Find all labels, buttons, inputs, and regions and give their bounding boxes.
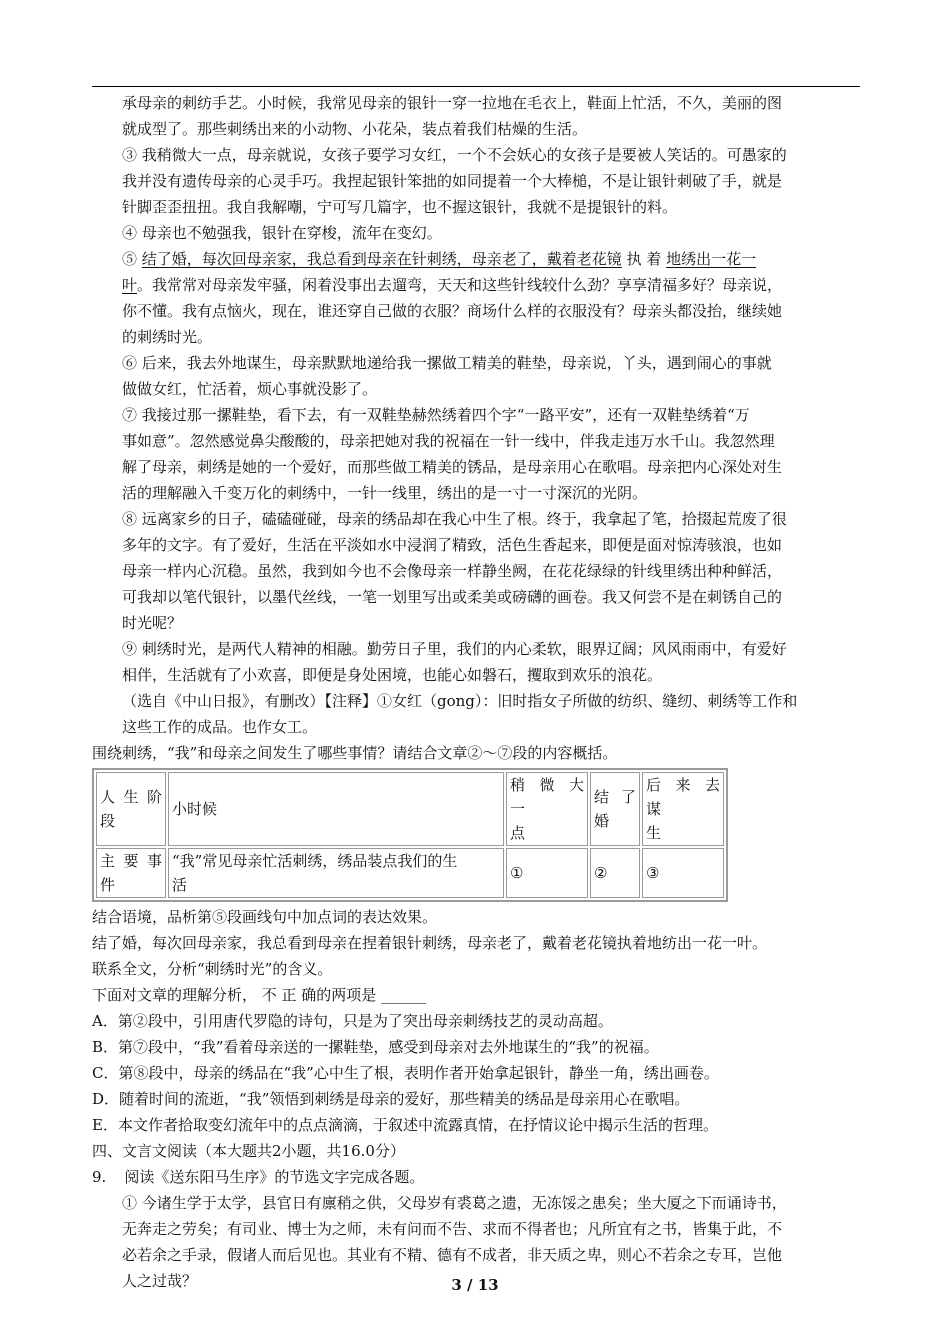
table-cell: 主 要 事 件 [96,848,166,898]
table-cell: ① [506,848,588,898]
question-2-sentence: 结了婚，每次回母亲家，我总看到母亲在捏着银针刺绣，母亲老了，戴着老花镜执着地纺出一花一叶。 [92,934,768,952]
table-cell: 人 生 阶 段 [96,772,166,846]
source-note: （选自《中山日报》，有删改）【注释】①女红（gong）：旧时指女子所做的纺织、缝纫、刺绣等工作和 [122,692,798,710]
paragraph-7: ⑦ 我接过那一摞鞋垫，看下去，有一双鞋垫赫然绣着四个字“一路平安”，还有一双鞋垫绣着“万 [122,406,750,424]
underlined-sentence: 结了婚，每次回母亲家，我总看到母亲在针刺绣，母亲老了，戴着老花镜 [141,250,622,268]
section-4-title: 四、文言文阅读（本大题共2小题，共16.0分） [92,1142,405,1160]
summary-table [92,768,728,902]
option-e: E．本文作者拾取变幻流年中的点点滴滴，于叙述中流露真情，在抒情议论中揭示生活的哲理。 [92,1116,718,1134]
table-cell: 后 来 去 谋 生 [642,772,724,846]
paragraph-4: ④ 母亲也不勉强我，银针在穿梭，流年在变幻。 [122,224,442,242]
table-cell: ③ [642,848,724,898]
table-cell: 小时候 [168,772,504,846]
paragraph-8: ⑧ 远离家乡的日子，磕磕碰碰，母亲的绣品却在我心中生了根。终于，我拿起了笔，拾掇起荒废了很 [122,510,787,528]
table-cell: ② [590,848,640,898]
table-cell: 结 了 婚 [590,772,640,846]
question-4-prompt: 下面对文章的理解分析， 不 正 确的两项是 ______ [92,986,427,1004]
paragraph-2-cont: 承母亲的刺纺手艺。小时候，我常见母亲的银针一穿一拉地在毛衣上，鞋面上忙活，不久，美丽的图 [122,94,783,112]
question-1-prompt: 围绕刺绣，“我”和母亲之间发生了哪些事情？请结合文章②～⑦段的内容概括。 [92,744,618,762]
header-rule [92,86,860,87]
option-c: C．第⑧段中，母亲的绣品在“我”心中生了根，表明作者开始拿起银针，静坐一角，绣出画卷。 [92,1064,719,1082]
page-content: 承母亲的刺纺手艺。小时候，我常见母亲的银针一穿一拉地在毛衣上，鞋面上忙活，不久，美丽的图 就成型了。那些刺绣出来的小动物、小花朵，装点着我们枯燥的生活。 ③ 我稍微大一点，母亲就说，女孩子要学习女红，一个不会妖心的女孩子是要被人笑话的。可愚家的 我并没有遗传母亲的心灵手巧。我捏起银针笨拙的如同提着一个大棒槌，不是让银针刺破了手，就是 针脚歪歪扭扭。我自我解嘲，宁可写几篇字，也不握这银针，我就不是提银针的料。 ④ 母亲也不勉强我，银针在穿梭，流年在变幻。 ⑤ 结了婚，每次回母亲家，我总看到母亲在针刺绣，母亲老了，戴着老花镜 执 着 地绣出一花一 叶。我常常对母亲发牢骚，闲着没事出去遛弯，天天和这些针线较什么劲？享享清福多好？母亲说， 你不懂。我有点恼火，现在，谁还穿自己做的衣服？商场什么样的衣服没有？母亲头都没抬，继续她 的刺绣时光。 ⑥ 后来，我去外地谋生，母亲默默地递给我一摞做工精美的鞋垫，母亲说，丫头，遇到闹心的事就 做做女红，忙活着，烦心事就没影了。 ⑦ 我接过那一摞鞋垫，看下去，有一双鞋垫赫然绣着四个字“一路平安”，还有一双鞋垫绣着“万 事如意”。忽然感觉鼻尖酸酸的，母亲把她对我的祝福在一针一线中，伴我走违万水千山。我忽然理 解了母亲，刺绣是她的一个爱好，而那些做工精美的锈品，是母亲用心在歌唱。母亲把内心深处对生 活的理解融入千变万化的刺绣中，一针一线里，绣出的是一寸一寸深沉的光阴。 ⑧ 远离家乡的日子，磕磕碰碰，母亲的绣品却在我心中生了根。终于，我拿起了笔，拾掇起荒废了很 多年的文字。有了爱好，生活在平淡如水中浸润了精致，活色生香起来，即便是面对惊涛骇浪，也如 母亲一样内心沉稳。虽然，我到如今也不会像母亲一样静坐阙，在花花绿绿的针线里绣出种种鲜活， 可我却以笔代银针，以墨代丝线，一笔一划里写出或柔美或磅礴的画卷。我又何尝不是在刺锈自己的 时光呢？ ⑨ 刺绣时光，是两代人精神的相融。勤劳日子里，我们的内心柔软，眼界辽阔；风风雨雨中，有爱好 相伴，生活就有了小欢喜，即便是身处困境，也能心如磐石，攫取到欢乐的浪花。 （选自《中山日报》，有删改）【注释】①女红（gong）：旧时指女子所做的纺织、缝纫、刺绣等工作和 这些工作的成品。也作女工。 围绕刺绣，“我”和母亲之间发生了哪些事情？请结合文章②～⑦段的内容概括。 人 生 阶 段 小时候 稍 微 大 一 点 结 了 婚 后 来 去 谋 生 主 要 事 件 “我”常见母亲忙活刺绣，绣品装点我们的生 活 ① ② ③ 结合语境，品析第⑤段画线句中加点词的表达效果。 结了婚，每次回母亲家，我总看到母亲在捏着银针刺绣，母亲老了，戴着老花镜执着地纺出一花一叶。 联系全文，分析“刺绣时光”的含义。 下面对文章的理解分析， 不 正 确的两项是 ______ A．第②段中，引用唐代罗隐的诗句，只是为了突出母亲刺绣技艺的灵动高超。 B．第⑦段中，“我”看着母亲送的一摞鞋垫，感受到母亲对去外地谋生的“我”的祝福。 C．第⑧段中，母亲的绣品在“我”心中生了根，表明作者开始拿起银针，静坐一角，绣出画卷。 D．随着时间的流逝，“我”领悟到刺绣是母亲的爱好，那些精美的绣品是母亲用心在歌唱。 E．本文作者拾取变幻流年中的点点滴滴，于叙述中流露真情，在抒情议论中揭示生活的哲理。 四、文言文阅读（本大题共2小题，共16.0分） 9. 阅读《送东阳马生序》的节选文字完成各题。 ① 今诸生学于太学，县官日有廪稍之供，父母岁有裘葛之遗，无冻馁之患矣；坐大厦之下而诵诗书， 无奔走之劳矣；有司业、博士为之师，未有问而不告、求而不得者也；凡所宜有之书，皆集于此，不 必若余之手录，假诸人而后见也。其业有不精、德有不成者，非天质之卑，则心不若余之专耳，岂他 人之过哉？ [92,90,864,1294]
option-a: A．第②段中，引用唐代罗隐的诗句，只是为了突出母亲刺绣技艺的灵动高超。 [92,1012,613,1030]
paragraph-5: ⑤ 结了婚，每次回母亲家，我总看到母亲在针刺绣，母亲老了，戴着老花镜 执 着 地绣出一花一 [122,250,757,268]
paragraph-9: ⑨ 刺绣时光，是两代人精神的相融。勤劳日子里，我们的内心柔软，眼界辽阔；风风雨雨中，有爱好 [122,640,787,658]
question-2-prompt: 结合语境，品析第⑤段画线句中加点词的表达效果。 [92,908,438,926]
passage-paragraph-1: ① 今诸生学于太学，县官日有廪稍之供，父母岁有裘葛之遗，无冻馁之患矣；坐大厦之下而诵诗书， [122,1194,787,1212]
option-b: B．第⑦段中，“我”看着母亲送的一摞鞋垫，感受到母亲对去外地谋生的“我”的祝福。 [92,1038,659,1056]
question-3-prompt: 联系全文，分析“刺绣时光”的含义。 [92,960,333,978]
dotted-word: 执 着 [621,250,667,268]
option-d: D．随着时间的流逝，“我”领悟到刺绣是母亲的爱好，那些精美的绣品是母亲用心在歌唱。 [92,1090,690,1108]
table-row [96,772,724,846]
table-row [96,848,724,898]
paragraph-3: ③ 我稍微大一点，母亲就说，女孩子要学习女红，一个不会妖心的女孩子是要被人笑话的。可愚家的 [122,146,787,164]
question-9-prompt: 9. 阅读《送东阳马生序》的节选文字完成各题。 [92,1168,425,1186]
table-cell: 稍 微 大 一 点 [506,772,588,846]
paragraph-6: ⑥ 后来，我去外地谋生，母亲默默地递给我一摞做工精美的鞋垫，母亲说，丫头，遇到闹心的事就 [122,354,772,372]
table-cell: “我”常见母亲忙活刺绣，绣品装点我们的生 活 [168,848,504,898]
page-number: 3 / 13 [451,1276,499,1294]
